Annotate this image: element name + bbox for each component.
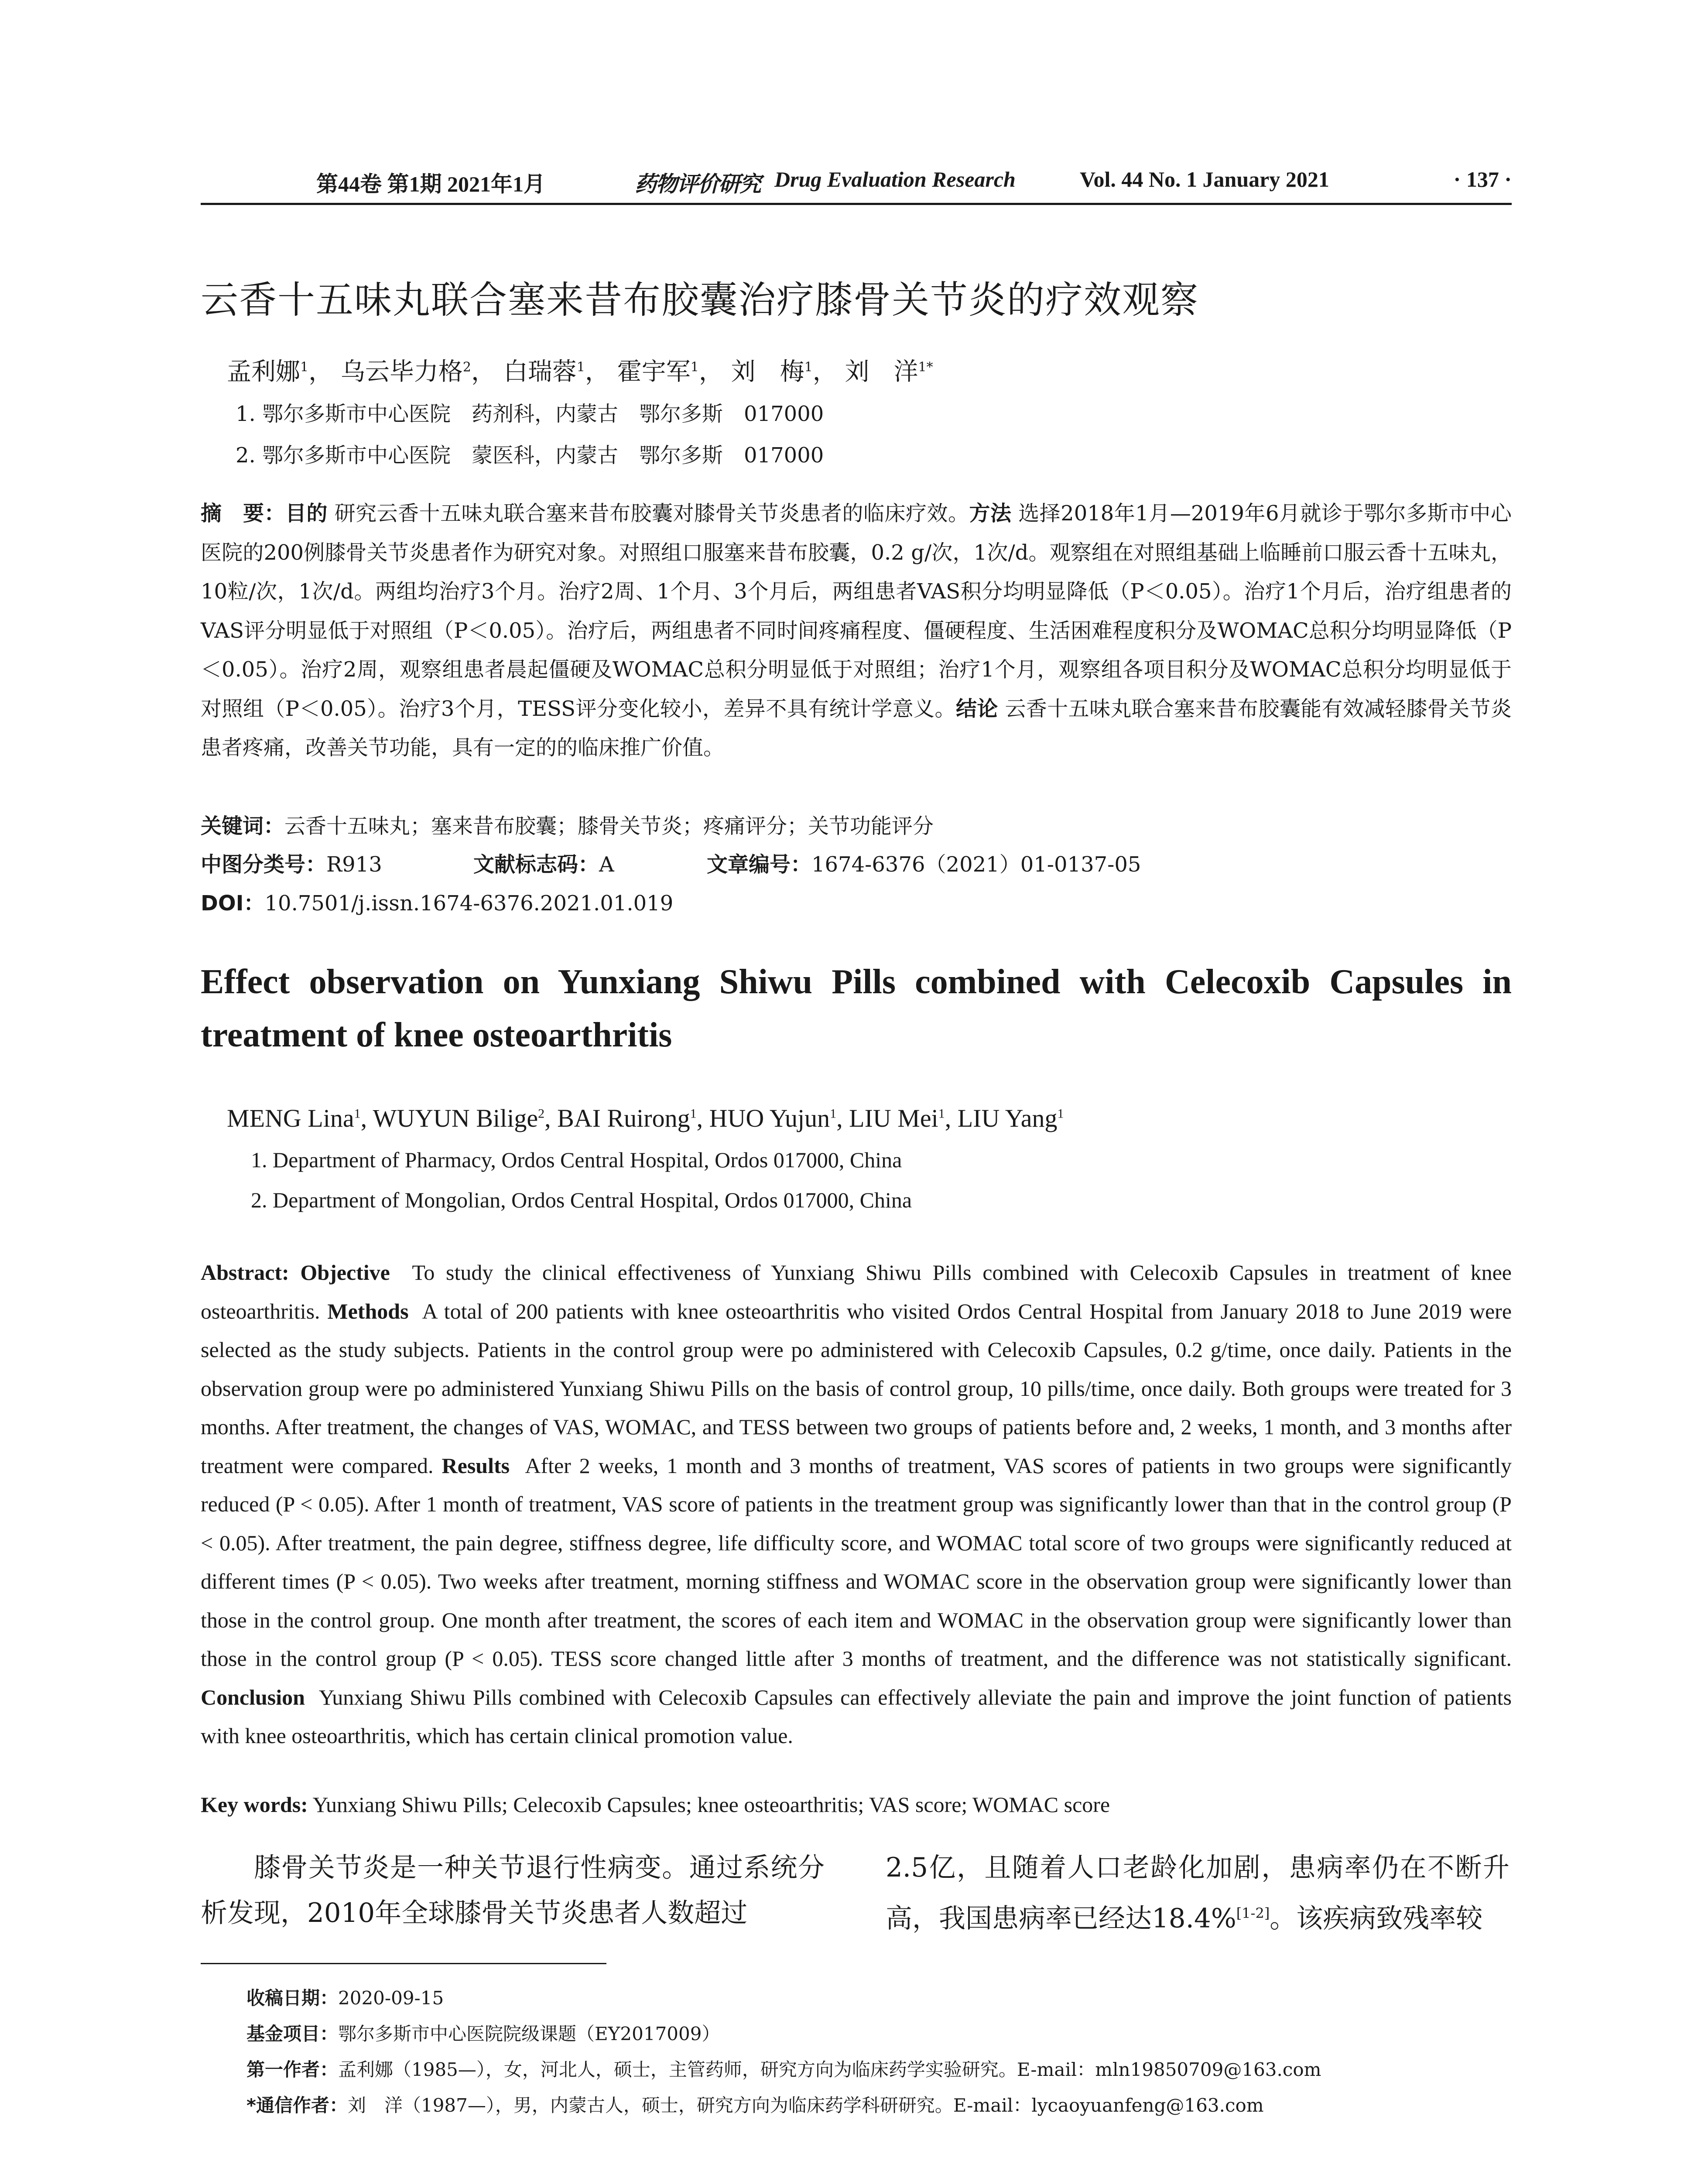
author-separator: ， bbox=[812, 358, 837, 386]
authors-en bbox=[227, 1104, 1064, 1133]
author-name: BAI Ruirong bbox=[557, 1104, 690, 1132]
footnote-first-author bbox=[246, 2052, 1321, 2088]
doc-code-value: A bbox=[599, 852, 614, 877]
article-no-label: 文章编号： bbox=[707, 852, 812, 877]
footnote-corresponding bbox=[246, 2088, 1321, 2123]
first-author-label: 第一作者： bbox=[246, 2059, 339, 2080]
results-en-label: Results bbox=[442, 1453, 510, 1478]
fund-value: 鄂尔多斯市中心医院院级课题（EY2017009） bbox=[338, 2023, 720, 2044]
conclusion-en-label: Conclusion bbox=[201, 1685, 305, 1709]
author-name: 霍宇军 bbox=[617, 358, 691, 386]
methods-en-label: Methods bbox=[327, 1299, 409, 1323]
corresponding-value: 刘 洋（1987—），男，内蒙古人，硕士，研究方向为临床药学科研研究。E-mail：lycaoyuanfeng@163.com bbox=[347, 2095, 1264, 2116]
footnotes bbox=[246, 1980, 1321, 2123]
affiliation-cn-1: 1. 鄂尔多斯市中心医院 药剂科，内蒙古 鄂尔多斯 017000 bbox=[236, 402, 824, 426]
author-name: LIU Yang bbox=[957, 1104, 1058, 1132]
fund-label: 基金项目： bbox=[246, 2023, 339, 2044]
abstract-en bbox=[201, 1253, 1512, 1755]
methods-en-text: A total of 200 patients with knee osteoarthritis who visited Ordos Central Hospital from January 2018 to June 2019 were selected as the study subjects. Patients in the control group were po administered with Celecoxib Capsules, 0.2 g/time, once daily. Patients in the observation group were po administered Yunxiang Shiwu Pills on the basis of control group, 10 pills/time, once daily. Both groups were treated for 3 months. After treatment, the changes of VAS, WOMAC, and TESS between two groups of patients before and, 2 weeks, 1 month, and 3 months after treatment were compared. bbox=[201, 1299, 1512, 1478]
author-affiliation-mark: 1 bbox=[690, 1106, 697, 1121]
author-affiliation-mark: 1 bbox=[938, 1106, 945, 1121]
conclusion-en-text: Yunxiang Shiwu Pills combined with Celecoxib Capsules can effectively alleviate the pain and improve the joint function of patients with knee osteoarthritis, which has certain clinical promotion value. bbox=[201, 1685, 1512, 1748]
objective-text: 研究云香十五味丸联合塞来昔布胶囊对膝骨关节炎患者的临床疗效。 bbox=[334, 501, 969, 526]
doc-code-cell bbox=[473, 848, 614, 878]
methods-label: 方法 bbox=[969, 501, 1012, 526]
author-name: MENG Lina bbox=[227, 1104, 354, 1132]
author-separator: ， bbox=[585, 358, 609, 386]
article-no-cell bbox=[707, 848, 1141, 878]
affiliation-en-2: 2. Department of Mongolian, Ordos Central Hospital, Ordos 017000, China bbox=[251, 1188, 912, 1212]
abstract-en-label: Abstract: bbox=[201, 1260, 289, 1285]
affiliation-cn-2: 2. 鄂尔多斯市中心医院 蒙医科，内蒙古 鄂尔多斯 017000 bbox=[236, 443, 824, 468]
body-right-tail: 。该疾病致残率较 bbox=[1270, 1903, 1483, 1934]
affiliation-en-1: 1. Department of Pharmacy, Ordos Central Hospital, Ordos 017000, China bbox=[251, 1148, 902, 1172]
authors-cn bbox=[227, 352, 933, 387]
received-date: 2020-09-15 bbox=[338, 1987, 444, 2009]
objective-en-text: To study the clinical effectiveness of Yunxiang Shiwu Pills combined with Celecoxib Capsules in treatment of knee osteoarthritis. bbox=[201, 1260, 1512, 1323]
author-affiliation-mark: 1 bbox=[1057, 1106, 1064, 1121]
author-separator: , bbox=[945, 1104, 958, 1132]
author-affiliation-mark: 2 bbox=[462, 359, 471, 375]
results-en-text: After 2 weeks, 1 month and 3 months of treatment, VAS scores of patients in two groups were significantly reduced (P < 0.05). After 1 month of treatment, VAS score of patients in the treatment group was significantly lower than that in the control group (P < 0.05). After treatment, the pain degree, stiffness degree, life difficulty score, and WOMAC total score of two groups were significantly reduced at different times (P < 0.05). Two weeks after treatment, morning stiffness and WOMAC score in the observation group were significantly lower than those in the control group. One month after treatment, the scores of each item and WOMAC in the observation group were significantly lower than those in the control group (P < 0.05). TESS score changed little after 3 months of treatment, and the difference was not statistically significant. bbox=[201, 1453, 1512, 1671]
author-separator: ， bbox=[308, 358, 333, 386]
clc-label: 中图分类号： bbox=[201, 852, 327, 877]
footnote-fund bbox=[246, 2016, 1321, 2052]
author-name: 刘 洋 bbox=[845, 358, 918, 386]
author-affiliation-mark: 1 bbox=[354, 1106, 361, 1121]
doi-label: DOI： bbox=[201, 891, 265, 916]
author-affiliation-mark: 1 bbox=[300, 359, 309, 375]
footnote-rule bbox=[201, 1963, 606, 1964]
author-name: 白瑞蓉 bbox=[503, 358, 577, 386]
header-journal-name: Drug Evaluation Research bbox=[774, 167, 1016, 191]
clc-cell bbox=[201, 848, 382, 878]
header-issue-en: Vol. 44 No. 1 January 2021 bbox=[1080, 167, 1329, 191]
author-separator: , bbox=[836, 1104, 849, 1132]
citation-ref: [1-2] bbox=[1236, 1905, 1270, 1921]
author-name: WUYUN Bilige bbox=[373, 1104, 538, 1132]
body-column-right bbox=[886, 1845, 1509, 1941]
keywords-cn bbox=[201, 809, 934, 839]
author-name: 刘 梅 bbox=[731, 358, 804, 386]
author-separator: , bbox=[360, 1104, 373, 1132]
author-affiliation-mark: 1 bbox=[830, 1106, 837, 1121]
first-author-value: 孟利娜（1985—），女，河北人，硕士，主管药师，研究方向为临床药学实验研究。E-mail：mln19850709@163.com bbox=[338, 2059, 1321, 2080]
doc-code-label: 文献标志码： bbox=[473, 852, 599, 877]
author-affiliation-mark: 1 bbox=[576, 359, 585, 375]
abstract-cn bbox=[201, 494, 1512, 768]
article-no-value: 1674-6376（2021）01-0137-05 bbox=[811, 852, 1141, 877]
author-affiliation-mark: 1 bbox=[690, 359, 699, 375]
keywords-en-label: Key words: bbox=[201, 1792, 308, 1817]
keywords-en-value: Yunxiang Shiwu Pills; Celecoxib Capsules; knee osteoarthritis; VAS score; WOMAC score bbox=[312, 1792, 1110, 1817]
header-rule bbox=[201, 203, 1512, 205]
author-name: LIU Mei bbox=[849, 1104, 938, 1132]
conclusion-label: 结论 bbox=[955, 696, 998, 721]
doi-value: 10.7501/j.issn.1674-6376.2021.01.019 bbox=[264, 891, 674, 916]
author-name: 孟利娜 bbox=[227, 358, 300, 386]
corresponding-label: *通信作者： bbox=[246, 2095, 348, 2116]
doi-line bbox=[201, 886, 673, 916]
author-name: HUO Yujun bbox=[709, 1104, 830, 1132]
title-cn: 云香十五味丸联合塞来昔布胶囊治疗膝骨关节炎的疗效观察 bbox=[201, 278, 1199, 322]
author-affiliation-mark: 1* bbox=[918, 359, 933, 375]
header-issue-cn: 第44卷 第1期 2021年1月 bbox=[316, 172, 545, 196]
author-affiliation-mark: 1 bbox=[804, 359, 813, 375]
title-en: Effect observation on Yunxiang Shiwu Pills combined with Celecoxib Capsules in treatment of knee osteoarthritis bbox=[201, 963, 1512, 1054]
body-right-paragraph: 2.5亿，且随着人口老龄化加剧，患病率仍在不断升高，我国患病率已经达18.4% bbox=[886, 1852, 1509, 1934]
author-separator: , bbox=[696, 1104, 709, 1132]
author-separator: ， bbox=[698, 358, 723, 386]
objective-en-label: Objective bbox=[300, 1260, 390, 1285]
keywords-label: 关键词： bbox=[201, 814, 285, 838]
author-affiliation-mark: 2 bbox=[538, 1106, 545, 1121]
page-number: · 137 · bbox=[1453, 167, 1512, 191]
keywords-en bbox=[201, 1792, 1110, 1817]
author-name: 乌云毕力格 bbox=[340, 358, 463, 386]
methods-text: 选择2018年1月—2019年6月就诊于鄂尔多斯市中心医院的200例膝骨关节炎患者作为研究对象。对照组口服塞来昔布胶囊，0.2 g/次，1次/d。观察组在对照组基础上临睡前口服云香十五味丸，10粒/次，1次/d。两组均治疗3个月。治疗2周、1个月、3个月后，两组患者VAS积分均明显降低（P＜0.05）。治疗1个月后，治疗组患者的VAS评分明显低于对照组（P＜0.05）。治疗后，两组患者不同时间疼痛程度、僵硬程度、生活困难程度积分及WOMAC总积分均明显降低（P＜0.05）。治疗2周，观察组患者晨起僵硬及WOMAC总积分明显低于对照组；治疗1个月，观察组各项目积分及WOMAC总积分均明显低于对照组（P＜0.05）。治疗3个月，TESS评分变化较小，差异不具有统计学意义。 bbox=[201, 501, 1512, 721]
keywords-value: 云香十五味丸；塞来昔布胶囊；膝骨关节炎；疼痛评分；关节功能评分 bbox=[284, 814, 934, 838]
author-separator: ， bbox=[471, 358, 496, 386]
received-label: 收稿日期： bbox=[246, 1987, 339, 2009]
author-separator: , bbox=[544, 1104, 558, 1132]
conclusion-text: 云香十五味丸联合塞来昔布胶囊能有效减轻膝骨关节炎患者疼痛，改善关节功能，具有一定的的临床推广价值。 bbox=[201, 696, 1512, 760]
objective-label: 目的 bbox=[285, 501, 328, 526]
footnote-received bbox=[246, 1980, 1321, 2016]
body-left-paragraph: 膝骨关节炎是一种关节退行性病变。通过系统分析发现，2010年全球膝骨关节炎患者人数超过 bbox=[201, 1852, 825, 1928]
abstract-label: 摘 要： bbox=[201, 501, 285, 526]
body-column-left bbox=[201, 1845, 825, 1936]
journal-logo: 药物评价研究 bbox=[635, 171, 760, 197]
running-header bbox=[201, 167, 1512, 202]
clc-value: R913 bbox=[326, 852, 382, 877]
